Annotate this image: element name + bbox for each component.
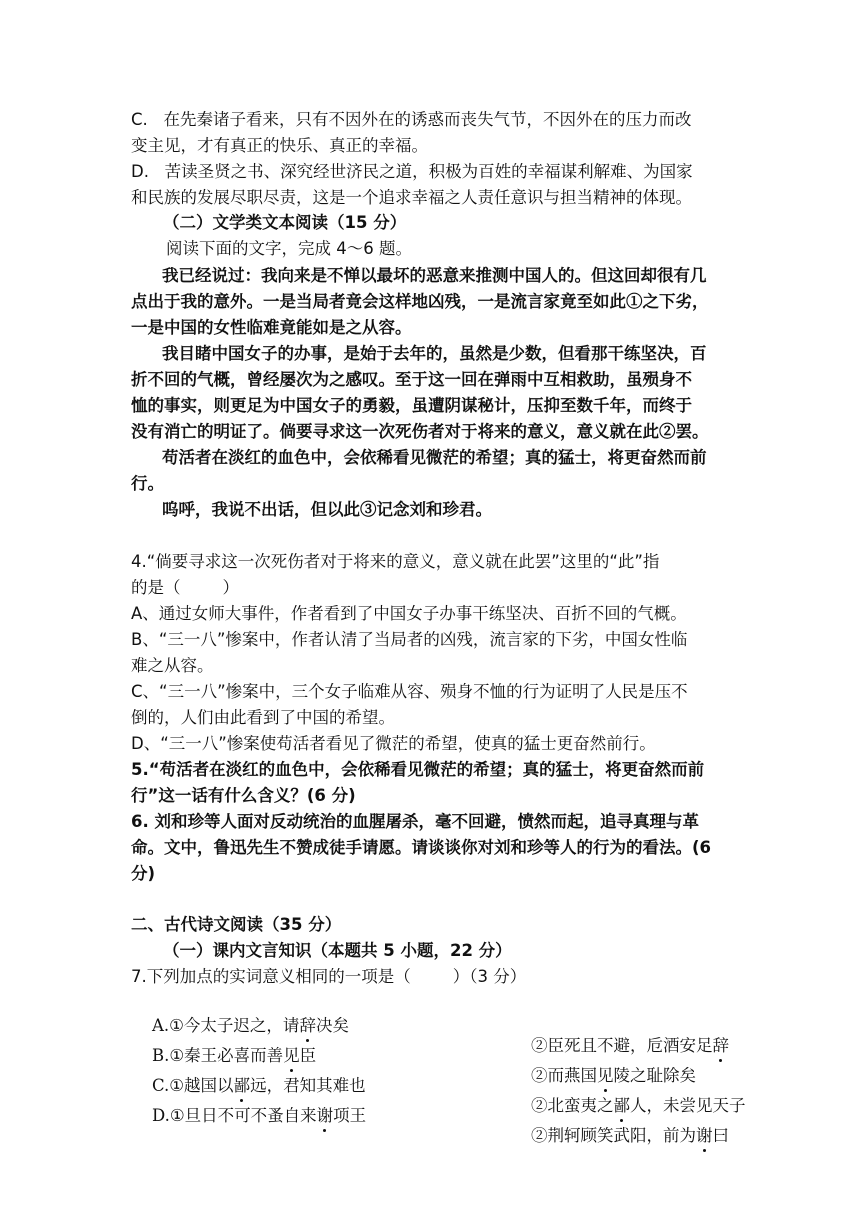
dotted-word: 辞 — [712, 1036, 729, 1055]
section-heading-classical: 二、古代诗文阅读（35 分） — [131, 915, 342, 934]
reading-instruction: 阅读下面的文字，完成 4～6 题。 — [166, 239, 412, 258]
passage-line-4: 我目睹中国女子的办事，是始于去年的，虽然是少数，但看那干练坚决，百 — [162, 344, 707, 363]
passage-line-8: 苟活者在淡红的血色中，会依稀看见微茫的希望；真的猛士，将更奋然而前 — [162, 448, 707, 467]
question-6-line-2: 命。文中，鲁迅先生不赞成徒手请愿。请谈谈你对刘和珍等人的行为的看法。(6 — [131, 838, 712, 857]
passage-line-9: 行。 — [131, 474, 164, 493]
dotted-word: 鄙 — [233, 1076, 251, 1095]
question-5-line-1: 5.“苟活者在淡红的血色中，会依稀看见微茫的希望；真的猛士，将更奋然而前 — [131, 760, 705, 779]
passage-line-1: 我已经说过：我向来是不惮以最坏的恶意来推测中国人的。但这回却很有几 — [162, 266, 707, 285]
passage-line-3: 一是中国的女性临难竟能如是之从容。 — [131, 318, 412, 337]
option-c-line-1: C. 在先秦诸子看来，只有不因外在的诱惑而丧失气节，不因外在的压力而改 — [131, 110, 692, 129]
question-6-line-3: 分) — [131, 864, 156, 883]
dotted-word: 谢 — [316, 1106, 334, 1125]
passage-line-6: 恤的事实，则更足为中国女子的勇毅，虽遭阴谋秘计，压抑至数千年，而终于 — [131, 396, 692, 415]
option-d-line-2: 和民族的发展尽职尽责，这是一个追求幸福之人责任意识与担当精神的体现。 — [131, 188, 692, 207]
question-7-option-b: B.①秦王必喜而善见臣 ②而燕国见陵之耻除矣 — [151, 1046, 696, 1085]
dotted-word: 谢 — [696, 1126, 713, 1145]
question-4-option-b-2: 难之从容。 — [131, 656, 214, 675]
question-5-line-2: 行”这一话有什么含义？(6 分) — [131, 786, 356, 805]
passage-line-7: 没有消亡的明证了。倘要寻求这一次死伤者对于将来的意义，意义就在此②罢。 — [131, 422, 709, 441]
passage-line-2: 点出于我的意外。一是当局者竟会这样地凶残，一是流言家竟至如此①之下劣， — [131, 292, 709, 311]
question-4-line-2: 的是（ ） — [131, 578, 239, 597]
passage-line-10: 呜呼，我说不出话，但以此③记念刘和珍君。 — [162, 500, 492, 519]
question-4-line-1: 4.“倘要寻求这一次死伤者对于将来的意义，意义就在此罢”这里的“此”指 — [131, 552, 660, 571]
passage-line-5: 折不回的气概，曾经屡次为之感叹。至于这一回在弹雨中互相救助，虽殒身不 — [131, 370, 692, 389]
option-c-line-2: 变主见，才有真正的快乐、真正的幸福。 — [131, 136, 428, 155]
question-6-line-1: 6. 刘和珍等人面对反动统治的血腥屠杀，毫不回避，愤然而起，追寻真理与革 — [131, 812, 699, 831]
dotted-word: 见 — [283, 1046, 300, 1065]
section-heading-literary: （二）文学类文本阅读（15 分） — [163, 213, 407, 232]
question-4-option-c-2: 倒的，人们由此看到了中国的希望。 — [131, 708, 395, 727]
question-7-stem: 7.下列加点的实词意义相同的一项是（ ）（3 分） — [131, 967, 527, 986]
question-4-option-a: A、通过女师大事件，作者看到了中国女子办事干练坚决、百折不回的气概。 — [131, 604, 687, 623]
question-4-option-c-1: C、“三一八”惨案中，三个女子临难从容、殒身不恤的行为证明了人民是压不 — [131, 682, 688, 701]
question-7-option-a: A.①今太子迟之，请辞决矣 ②臣死且不避，卮酒安足辞 — [151, 1016, 729, 1055]
subsection-heading-classical: （一）课内文言知识（本题共 5 小题，22 分） — [163, 941, 512, 960]
option-d-line-1: D. 苦读圣贤之书、深究经世济民之道，积极为百姓的幸福谋利解难、为国家 — [131, 162, 693, 181]
question-7-option-d: D.①旦日不可不蚤自来谢项王 ②荆轲顾笑武阳，前为谢曰 — [151, 1106, 729, 1145]
dotted-word: 见 — [597, 1066, 614, 1085]
dotted-word: 鄙 — [613, 1096, 630, 1115]
question-7-option-c: C.①越国以鄙远，君知其难也 ②北蛮夷之鄙人，未尝见天子 — [151, 1076, 746, 1115]
question-4-option-d: D、“三一八”惨案使苟活者看见了微茫的希望，使真的猛士更奋然前行。 — [131, 734, 656, 753]
dotted-word: 辞 — [299, 1016, 316, 1035]
question-4-option-b-1: B、“三一八”惨案中，作者认清了当局者的凶残，流言家的下劣，中国女性临 — [131, 630, 688, 649]
